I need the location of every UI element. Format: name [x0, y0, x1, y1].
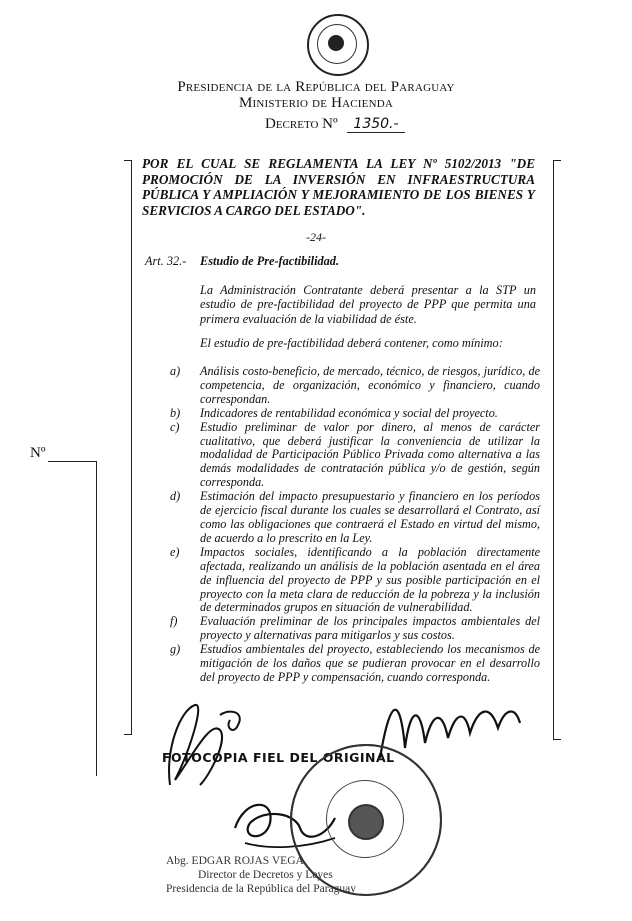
decree-handwritten-number: 1350.- [347, 116, 404, 133]
certified-copy-stamp: FOTOCOPIA FIEL DEL ORIGINAL [162, 750, 395, 765]
list-item-text: Estimación del impacto presupuestario y financiero en los períodos de ejercicio fiscal durante los cuales se desarrollará el Contrato, así como las obligaciones que contraerá el Estado en virtud del mismo, de acuerdo a lo prescrito en la Ley. [200, 489, 540, 545]
list-item [170, 421, 540, 491]
signatory-role: Director de Decretos y Leyes [198, 869, 333, 881]
signatory-name: Abg. EDGAR ROJAS VEGA [166, 855, 304, 867]
decree-title: POR EL CUAL SE REGLAMENTA LA LEY Nº 5102/2013 "DE PROMOCIÓN DE LA INVERSIÓN EN INFRAESTRUCTURA PÚBLICA Y AMPLIACIÓN Y MEJORAMIENTO DE LOS BIENES Y SERVICIOS A CARGO DEL ESTADO". [142, 156, 535, 218]
left-margin-tick-top [124, 160, 132, 161]
right-margin-tick-top [553, 160, 561, 161]
signatory-office: Presidencia de la República del Paraguay [166, 883, 356, 895]
list-item [170, 407, 540, 421]
list-item [170, 365, 540, 407]
list-item-letter: d) [170, 489, 181, 504]
left-margin-tick-bottom [124, 734, 132, 735]
list-item-text: Estudio preliminar de valor por dinero, al menos de carácter cualitativo, que deberá justificar la conveniencia de utilizar la modalidad de Participación Público Privada como alternativa a las demás modalidades de contratación pública y/o de gestión, según corresponda. [200, 419, 540, 490]
decree-number [265, 116, 405, 133]
list-item [170, 546, 540, 616]
requirements-list [170, 365, 540, 685]
article-heading: Estudio de Pre-factibilidad. [200, 254, 340, 268]
list-item-letter: e) [170, 544, 180, 559]
header-ministerio: Ministerio de Hacienda [239, 95, 393, 111]
list-item-letter: b) [170, 405, 181, 420]
article-number: Art. 32.- [145, 254, 187, 268]
signature-left [150, 690, 260, 800]
list-item-letter: c) [170, 419, 180, 434]
list-item [170, 615, 540, 643]
list-item-letter: g) [170, 642, 181, 657]
page-number: -24- [306, 230, 326, 244]
list-item [170, 643, 540, 685]
list-item-text: Estudios ambientales del proyecto, estableciendo los mecanismos de mitigación de los daños que se pudieran provocar en el desarrollo del proyecto de PPP y compensación, cuando corresponda. [200, 642, 540, 684]
header-presidencia: Presidencia de la República del Paraguay [177, 79, 455, 95]
right-margin-tick-bottom [553, 739, 561, 740]
left-outer-line [96, 461, 97, 776]
list-item-text: Impactos sociales, identificando a la población directamente afectada, realizando un análisis de la población asentada en el área de influencia del proyecto de PPP y sus posible participación en el proyecto con la meta clara de reducción de la pobreza y la inclusión de determinados grupos en situación de vulnerabilidad. [200, 544, 540, 615]
coat-of-arms-seal [307, 14, 369, 76]
right-margin-line [553, 160, 554, 740]
list-item-letter: a) [170, 364, 181, 378]
article-paragraph-1: La Administración Contratante deberá presentar a la STP un estudio de pre-factibilidad del proyecto de PPP que permita una primera evaluación de la viabilidad de éste. [200, 283, 536, 326]
margin-number-label: Nº [30, 445, 46, 461]
list-item-text: Evaluación preliminar de los principales impactos ambientales del proyecto y alternativas para mitigarlos y sus costos. [200, 614, 540, 643]
article-paragraph-2: El estudio de pre-factibilidad deberá contener, como mínimo: [200, 336, 503, 350]
left-margin-line [131, 160, 132, 735]
decree-label: Decreto Nº [265, 116, 338, 132]
list-item-text: Indicadores de rentabilidad económica y social del proyecto. [200, 405, 498, 420]
list-item [170, 490, 540, 546]
list-item-letter: f) [170, 614, 178, 629]
margin-number-line [48, 461, 96, 462]
list-item-text: Análisis costo-beneficio, de mercado, técnico, de riesgos, jurídico, de competencia, de organización, económico y financiero, cuando correspondan. [200, 364, 540, 406]
